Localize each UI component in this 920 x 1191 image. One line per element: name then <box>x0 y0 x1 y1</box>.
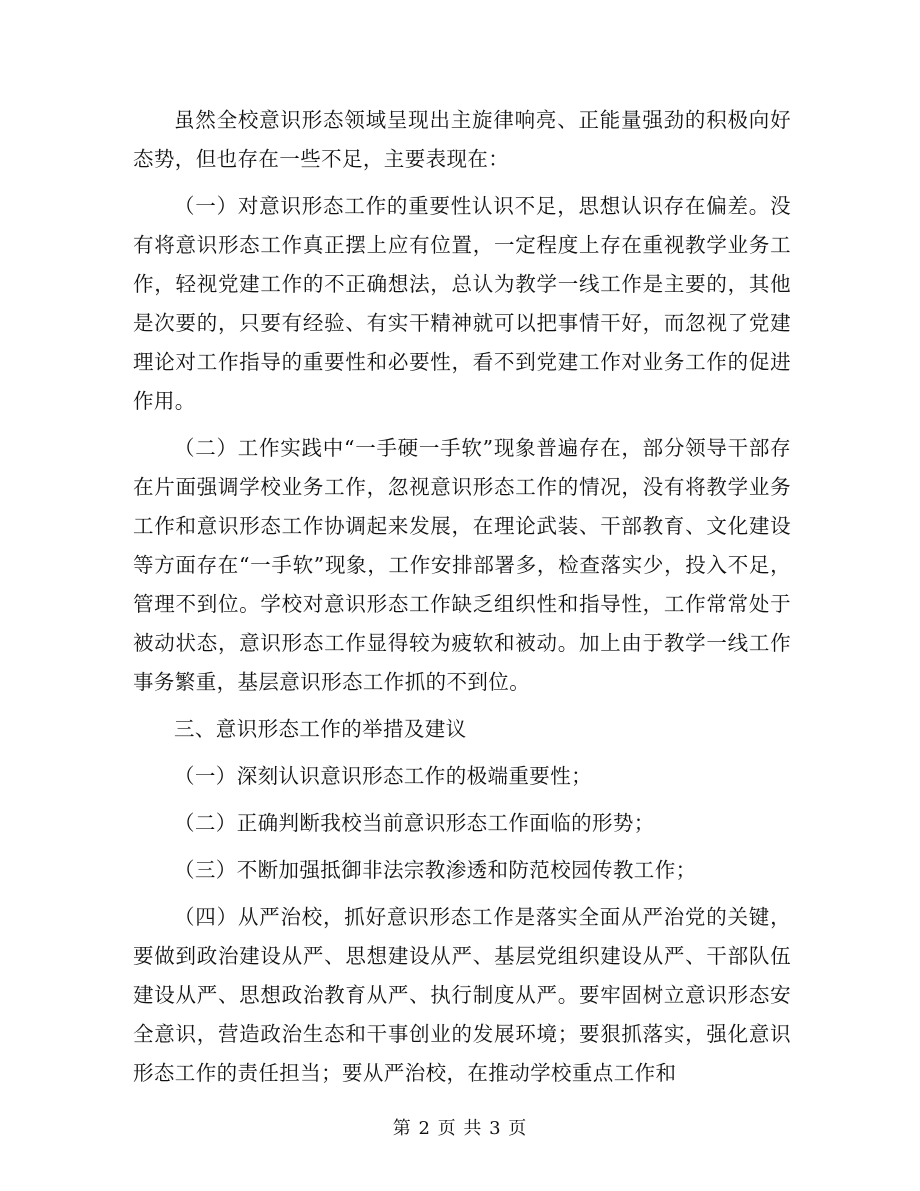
page-number-footer: 第 2 页 共 3 页 <box>392 1118 528 1139</box>
paragraph-issue-2: （二）工作实践中“一手硬一手软”现象普遍存在，部分领导干部存在片面强调学校业务工作，忽视意识形态工作的情况，没有将教学业务工作和意识形态工作协调起来发展，在理论武装、干部教育、文化建设等方面存在“一手软”现象，工作安排部署多，检查落实少，投入不足，管理不到位。学校对意识形态工作缺乏组织性和指导性，工作常常处于被动状态，意识形态工作显得较为疲软和被动。加上由于教学一线工作事务繁重，基层意识形态工作抓的不到位。 <box>133 436 791 694</box>
section-heading: 三、意识形态工作的举措及建议 <box>174 717 467 741</box>
measure-item-3: （三）不断加强抵御非法宗教渗透和防范校园传教工作； <box>174 858 697 882</box>
measure-item-4: （四）从严治校，抓好意识形态工作是落实全面从严治党的关键，要做到政治建设从严、思想建设从严、基层党组织建设从严、干部队伍建设从严、思想政治教育从严、执行制度从严。要牢固树立意识形态安全意识，营造政治生态和干事创业的发展环境；要狠抓落实，强化意识形态工作的责任担当；要从严治校，在推动学校重点工作和 <box>133 905 791 1085</box>
measure-item-2: （二）正确判断我校当前意识形态工作面临的形势； <box>174 811 655 835</box>
measure-item-1: （一）深刻认识意识形态工作的极端重要性； <box>174 764 592 788</box>
paragraph-intro: 虽然全校意识形态领域呈现出主旋律响亮、正能量强劲的积极向好态势，但也存在一些不足，主要表现在： <box>133 108 791 171</box>
paragraph-issue-1: （一）对意识形态工作的重要性认识不足，思想认识存在偏差。没有将意识形态工作真正摆上应有位置，一定程度上存在重视教学业务工作，轻视党建工作的不正确想法，总认为教学一线工作是主要的，其他是次要的，只要有经验、有实干精神就可以把事情干好，而忽视了党建理论对工作指导的重要性和必要性，看不到党建工作对业务工作的促进作用。 <box>133 194 791 413</box>
page-content <box>133 101 791 1093</box>
